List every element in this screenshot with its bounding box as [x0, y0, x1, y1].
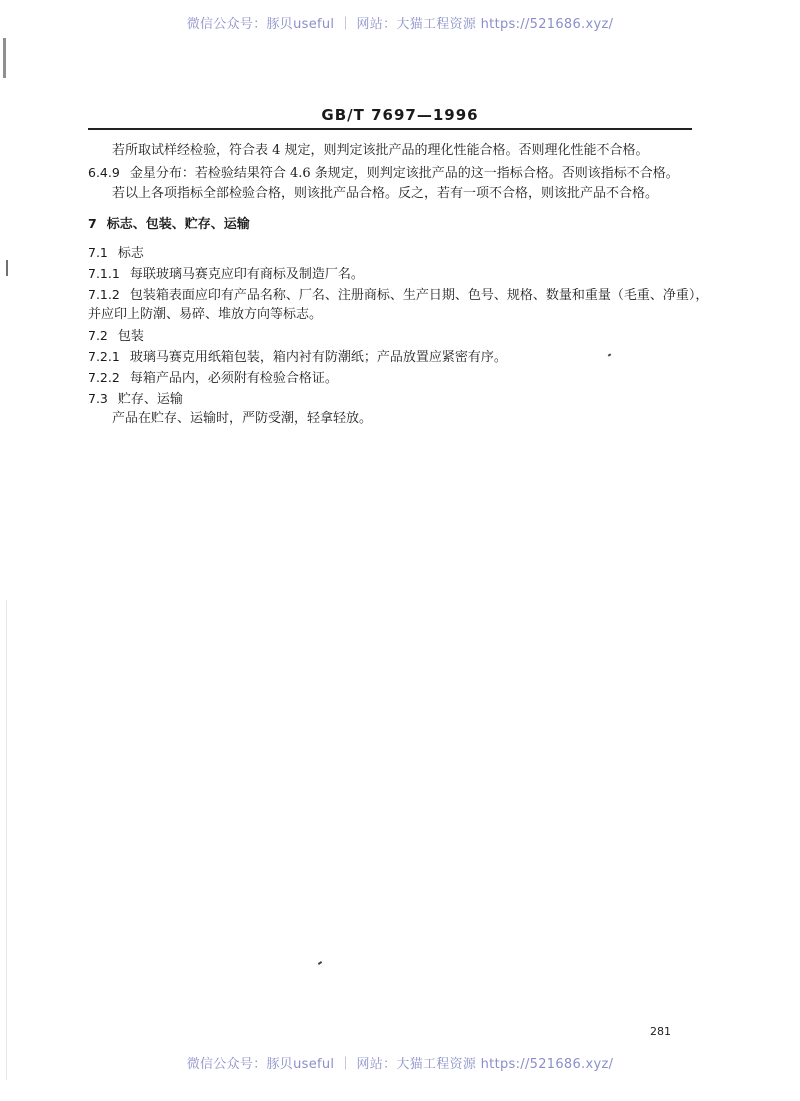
scan-edge-mark [6, 260, 8, 276]
section-7-2-heading [88, 327, 144, 346]
section-title: 标志 [117, 246, 144, 261]
clause-text: 每联玻璃马赛克应印有商标及制造厂名。 [129, 267, 364, 282]
page-number: 281 [650, 1025, 671, 1038]
clause-text: 玻璃马赛克用纸箱包装，箱内衬有防潮纸；产品放置应紧密有序。 [129, 350, 507, 365]
standard-code-header: GB/T 7697—1996 [321, 106, 479, 124]
section-number: 7 [88, 216, 97, 231]
section-title: 标志、包装、贮存、运输 [106, 217, 250, 232]
watermark-bottom: 微信公众号：豚贝useful ｜ 网站：大猫工程资源 https://521686.xyz/ [186, 1057, 614, 1072]
header-rule [88, 128, 692, 130]
section-number: 7.1 [88, 245, 108, 260]
clause-number: 7.2.1 [88, 349, 120, 364]
clause-7-1-2-continuation: 并应印上防潮、易碎、堆放方向等标志。 [88, 307, 323, 322]
paragraph-physical-chemical: 若所取试样经检验，符合表 4 规定，则判定该批产品的理化性能合格。否则理化性能不合格。 [112, 143, 649, 158]
clause-text: 包装箱表面应印有产品名称、厂名、注册商标、生产日期、色号、规格、数量和重量（毛重、净重）， [129, 288, 709, 303]
section-7-heading [88, 215, 250, 234]
section-number: 7.3 [88, 391, 108, 406]
watermark-top: 微信公众号：豚贝useful ｜ 网站：大猫工程资源 https://521686.xyz/ [186, 17, 614, 32]
scan-edge-shadow [6, 600, 7, 1080]
section-title: 贮存、运输 [117, 392, 183, 407]
section-number: 7.2 [88, 328, 108, 343]
clause-text: 每箱产品内，必须附有检验合格证。 [129, 371, 338, 386]
section-7-1-heading [88, 244, 144, 263]
section-7-3-text: 产品在贮存、运输时，严防受潮，轻拿轻放。 [112, 411, 373, 426]
clause-number: 6.4.9 [88, 165, 120, 180]
scan-edge-mark [3, 38, 6, 78]
clause-number: 7.1.1 [88, 266, 120, 281]
scan-speck [608, 353, 612, 356]
paragraph-overall-judgement: 若以上各项指标全部检验合格，则该批产品合格。反之，若有一项不合格，则该批产品不合格。 [112, 186, 659, 201]
clause-7-1-2 [88, 286, 708, 305]
scan-speck [318, 961, 322, 965]
clause-7-2-1 [88, 348, 507, 367]
section-title: 包装 [117, 329, 144, 344]
clause-7-2-2 [88, 369, 338, 388]
section-7-3-heading [88, 390, 183, 409]
clause-7-1-1 [88, 265, 364, 284]
clause-text: 金星分布：若检验结果符合 4.6 条规定，则判定该批产品的这一指标合格。否则该指标不合格。 [129, 166, 679, 181]
clause-6-4-9 [88, 164, 679, 183]
clause-number: 7.1.2 [88, 287, 120, 302]
clause-number: 7.2.2 [88, 370, 120, 385]
